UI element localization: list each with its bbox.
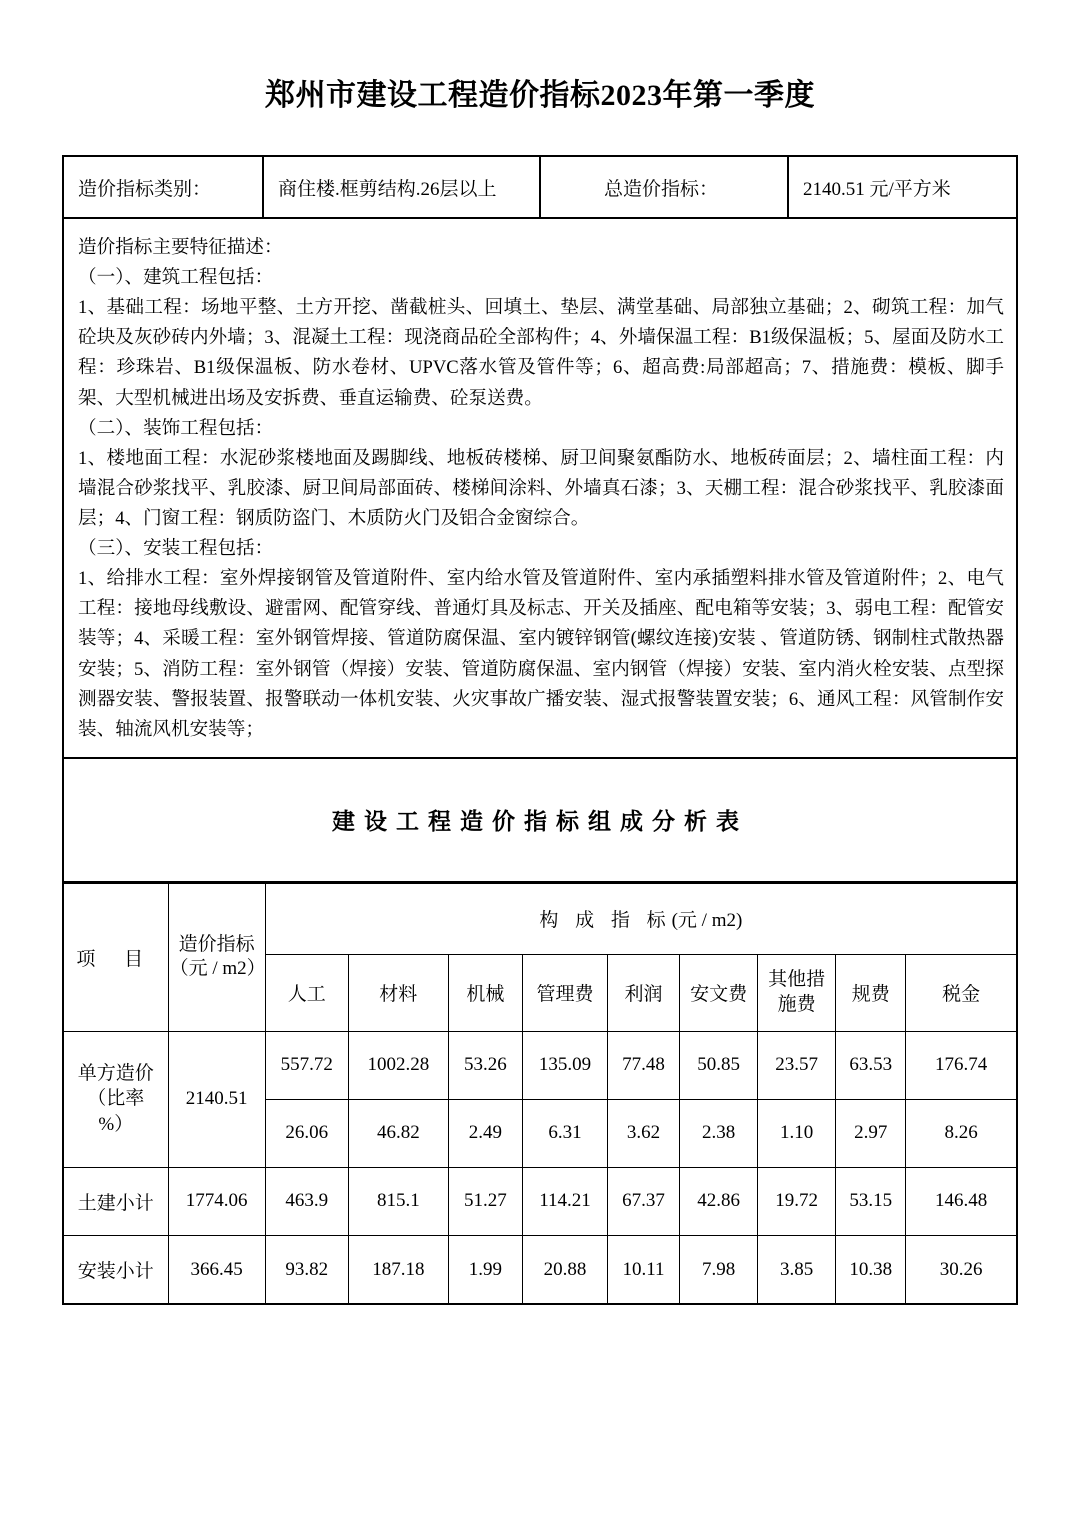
- header-profit: 利润: [608, 954, 680, 1031]
- table-row-civil-subtotal: [64, 1167, 1016, 1235]
- header-composition-unit: (元 / m2): [671, 910, 743, 932]
- cell-unit-cost-index: 2140.51: [168, 1031, 265, 1167]
- description-section1-title: （一）、建筑工程包括：: [78, 267, 274, 289]
- description-section3-body: 1、给排水工程：室外焊接钢管及管道附件、室内给水管及管道附件、室内承插塑料排水管及管道附件；2、电气工程：接地母线敷设、避雷网、配管穿线、普通灯具及标志、开关及插座、配电箱等安装；3、弱电工程：配管安装等；4、采暖工程：室外钢管焊接、管道防腐保温、室内镀锌钢管(螺纹连接)安装 、管道防锈、钢制柱式散热器安装；5、消防工程：室外钢管（焊接）安装、管道防腐保温、室内钢管（焊接）安装、室内消火栓安装、点型探测器安装、警报装置、报警联动一体机安装、火灾事故广播安装、湿式报警装置安装；6、通风工程：风管制作安装、轴流风机安装等；: [78, 568, 1004, 740]
- cell-ratio-safety-fee: 2.38: [680, 1099, 758, 1167]
- row-label-install-subtotal: 安装小计: [64, 1235, 168, 1303]
- table-row-install-subtotal: [64, 1235, 1016, 1303]
- header-safety-civilization-fee: 安文费: [680, 954, 758, 1031]
- cell-install-management-fee: 20.88: [522, 1235, 607, 1303]
- header-machinery: 机械: [448, 954, 522, 1031]
- header-cost-index: [168, 883, 265, 1031]
- cell-unit-cost-statutory-fee: 63.53: [836, 1031, 906, 1099]
- analysis-table-title: 建设工程造价指标组成分析表: [332, 809, 748, 835]
- cell-civil-management-fee: 114.21: [522, 1167, 607, 1235]
- table-row-unit-cost-amount: [64, 1031, 1016, 1099]
- analysis-table-banner: [64, 759, 1016, 883]
- description-section2-title: （二）、装饰工程包括：: [78, 417, 274, 439]
- cell-civil-profit: 67.37: [608, 1167, 680, 1235]
- cell-ratio-management-fee: 6.31: [522, 1099, 607, 1167]
- cell-ratio-labor: 26.06: [265, 1099, 348, 1167]
- cell-install-statutory-fee: 10.38: [836, 1235, 906, 1303]
- cost-index-table: [64, 883, 1016, 1304]
- cell-civil-safety-fee: 42.86: [680, 1167, 758, 1235]
- cell-install-material: 187.18: [348, 1235, 448, 1303]
- header-composition-title: 构 成 指 标: [539, 910, 672, 932]
- header-other-measures-fee: [758, 954, 836, 1031]
- cell-install-labor: 93.82: [265, 1235, 348, 1303]
- category-value: 商住楼.框剪结构.26层以上: [264, 157, 541, 217]
- cell-civil-other-measures-fee: 19.72: [758, 1167, 836, 1235]
- page-title: 郑州市建设工程造价指标2023年第一季度: [265, 79, 815, 112]
- document-frame: [62, 155, 1018, 1305]
- total-cost-label: 总造价指标：: [541, 157, 789, 217]
- header-labor: 人工: [265, 954, 348, 1031]
- cell-unit-cost-tax: 176.74: [906, 1031, 1016, 1099]
- row-label-civil-subtotal: 土建小计: [64, 1167, 168, 1235]
- description-block: [64, 219, 1016, 759]
- cell-unit-cost-profit: 77.48: [608, 1031, 680, 1099]
- total-cost-value: 2140.51 元/平方米: [803, 178, 951, 200]
- row-label-unit-cost-line2: （比率: [87, 1088, 145, 1110]
- header-tax: 税金: [906, 954, 1016, 1031]
- header-management-fee: 管理费: [522, 954, 607, 1031]
- description-section1-body: 1、基础工程：场地平整、土方开挖、凿截桩头、回填土、垫层、满堂基础、局部独立基础；2、砌筑工程：加气砼块及灰砂砖内外墙；3、混凝土工程：现浇商品砼全部构件；4、外墙保温工程：B1级保温板；5、屋面及防水工程：珍珠岩、B1级保温板、防水卷材、UPVC落水管及管件等；6、超高费:局部超高；7、措施费：模板、脚手架、大型机械进出场及安拆费、垂直运输费、砼泵送费。: [78, 297, 1004, 409]
- cell-ratio-tax: 8.26: [906, 1099, 1016, 1167]
- cell-unit-cost-safety-fee: 50.85: [680, 1031, 758, 1099]
- header-statutory-fee: 规费: [836, 954, 906, 1031]
- cell-unit-cost-machinery: 53.26: [448, 1031, 522, 1099]
- cell-ratio-machinery: 2.49: [448, 1099, 522, 1167]
- cell-civil-index: 1774.06: [168, 1167, 265, 1235]
- meta-row: [64, 157, 1016, 219]
- header-other-measures-fee-line2: 施费: [777, 993, 816, 1015]
- cell-ratio-profit: 3.62: [608, 1099, 680, 1167]
- row-label-unit-cost: [64, 1031, 168, 1167]
- description-section2-body: 1、楼地面工程：水泥砂浆楼地面及踢脚线、地板砖楼梯、厨卫间聚氨酯防水、地板砖面层；2、墙柱面工程：内墙混合砂浆找平、乳胶漆、厨卫间局部面砖、楼梯间涂料、外墙真石漆；3、天棚工程：混合砂浆找平、乳胶漆面层；4、门窗工程：钢质防盗门、木质防火门及铝合金窗综合。: [78, 447, 1004, 529]
- cell-ratio-other-measures-fee: 1.10: [758, 1099, 836, 1167]
- header-item: 项 目: [64, 883, 168, 1031]
- cell-install-tax: 30.26: [906, 1235, 1016, 1303]
- cell-install-index: 366.45: [168, 1235, 265, 1303]
- row-label-unit-cost-line3: %）: [98, 1114, 134, 1136]
- row-label-unit-cost-line1: 单方造价: [77, 1062, 154, 1084]
- header-composition-group: [265, 883, 1016, 954]
- category-label: 造价指标类别：: [64, 157, 264, 217]
- description-section3-title: （三）、安装工程包括：: [78, 538, 274, 560]
- header-cost-index-line1: 造价指标: [178, 933, 255, 955]
- cell-civil-tax: 146.48: [906, 1167, 1016, 1235]
- cell-civil-labor: 463.9: [265, 1167, 348, 1235]
- cell-ratio-statutory-fee: 2.97: [836, 1099, 906, 1167]
- header-other-measures-fee-line1: 其他措: [768, 969, 826, 991]
- cell-install-other-measures-fee: 3.85: [758, 1235, 836, 1303]
- table-header-row-1: [64, 883, 1016, 954]
- cell-install-machinery: 1.99: [448, 1235, 522, 1303]
- cell-civil-material: 815.1: [348, 1167, 448, 1235]
- cell-ratio-material: 46.82: [348, 1099, 448, 1167]
- cell-install-safety-fee: 7.98: [680, 1235, 758, 1303]
- description-heading: 造价指标主要特征描述：: [78, 237, 283, 258]
- cell-unit-cost-material: 1002.28: [348, 1031, 448, 1099]
- cell-unit-cost-labor: 557.72: [265, 1031, 348, 1099]
- cell-install-profit: 10.11: [608, 1235, 680, 1303]
- cell-civil-statutory-fee: 53.15: [836, 1167, 906, 1235]
- header-cost-index-line2: （元 / m2）: [169, 958, 266, 980]
- cell-unit-cost-other-measures-fee: 23.57: [758, 1031, 836, 1099]
- header-material: 材料: [348, 954, 448, 1031]
- cell-unit-cost-management-fee: 135.09: [522, 1031, 607, 1099]
- cell-civil-machinery: 51.27: [448, 1167, 522, 1235]
